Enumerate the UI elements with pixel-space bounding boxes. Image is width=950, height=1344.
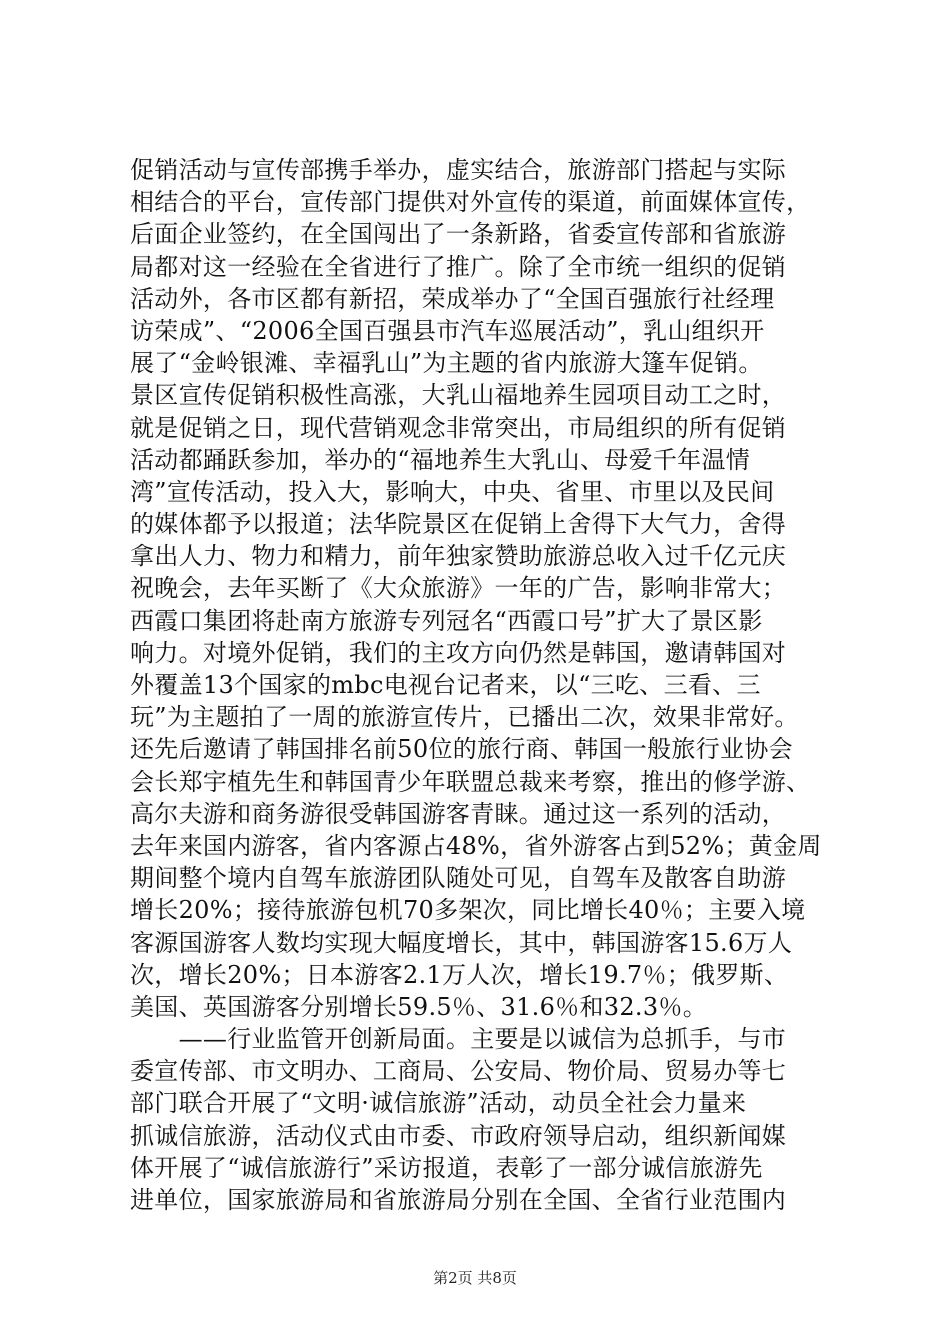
text-line: 的媒体都予以报道；法华院景区在促销上舍得下大气力，舍得 — [130, 510, 787, 539]
text-line: 西霞口集团将赴南方旅游专列冠名“西霞口号”扩大了景区影 — [130, 606, 763, 635]
text-line: 部门联合开展了“文明·诚信旅游”活动，动员全社会力量来 — [130, 1089, 747, 1118]
text-line: 外覆盖13个国家的mbc电视台记者来，以“三吃、三看、三 — [130, 671, 761, 699]
text-line: 委宣传部、市文明办、工商局、公安局、物价局、贸易办等七 — [130, 1057, 787, 1086]
text-line: 景区宣传促销积极性高涨，大乳山福地养生园项目动工之时， — [130, 381, 787, 410]
text-line: 活动外，各市区都有新招，荣成举办了“全国百强旅行社经理 — [130, 284, 775, 313]
text-line: 次，增长20%；日本游客2.1万人次，增长19.7％；俄罗斯、 — [130, 960, 789, 989]
text-line: ——行业监管开创新局面。主要是以诚信为总抓手，与市 — [130, 1025, 787, 1054]
text-line: 期间整个境内自驾车旅游团队随处可见，自驾车及散客自助游 — [130, 864, 787, 893]
text-line: 会长郑宇植先生和韩国青少年联盟总裁来考察，推出的修学游、 — [130, 767, 811, 796]
text-line: 展了“金岭银滩、幸福乳山”为主题的省内旅游大篷车促销。 — [130, 349, 763, 378]
text-line: 增长20%；接待旅游包机70多架次，同比增长40％；主要入境 — [130, 896, 806, 925]
text-line: 活动都踊跃参加，举办的“福地养生大乳山、母爱千年温情 — [130, 445, 751, 474]
page-footer: 第2页 共8页 — [433, 1269, 517, 1287]
text-line: 湾”宣传活动，投入大，影响大，中央、省里、市里以及民间 — [130, 477, 775, 506]
text-line: 美国、英国游客分别增长59.5％、31.6％和32.3％。 — [130, 992, 708, 1021]
text-line: 客源国游客人数均实现大幅度增长，其中，韩国游客15.6万人 — [130, 928, 793, 957]
text-line: 促销活动与宣传部携手举办，虚实结合，旅游部门搭起与实际 — [130, 156, 787, 184]
text-line: 高尔夫游和商务游很受韩国游客青睐。通过这一系列的活动， — [130, 799, 787, 828]
text-line: 体开展了“诚信旅游行”采访报道，表彰了一部分诚信旅游先 — [130, 1153, 763, 1182]
text-line: 拿出人力、物力和精力，前年独家赞助旅游总收入过千亿元庆 — [130, 542, 787, 571]
text-line: 后面企业签约，在全国闯出了一条新路，省委宣传部和省旅游 — [130, 220, 787, 249]
text-line: 相结合的平台，宣传部门提供对外宣传的渠道，前面媒体宣传， — [130, 188, 811, 217]
text-line: 祝晚会，去年买断了《大众旅游》一年的广告，影响非常大； — [130, 574, 787, 603]
text-line: 还先后邀请了韩国排名前50位的旅行商、韩国一般旅行业协会 — [130, 735, 793, 764]
body-text — [130, 154, 830, 1216]
text-line: 抓诚信旅游，活动仪式由市委、市政府领导启动，组织新闻媒 — [130, 1121, 787, 1150]
text-line: 访荣成”、“2006全国百强县市汽车巡展活动”，乳山组织开 — [130, 316, 765, 345]
text-line: 响力。对境外促销，我们的主攻方向仍然是韩国，邀请韩国对 — [130, 638, 787, 667]
text-line: 去年来国内游客，省内客源占48%，省外游客占到52%；黄金周 — [130, 831, 822, 860]
text-line: 玩”为主题拍了一周的旅游宣传片，已播出二次，效果非常好。 — [130, 703, 799, 732]
text-line: 局都对这一经验在全省进行了推广。除了全市统一组织的促销 — [130, 252, 787, 281]
text-line: 就是促销之日，现代营销观念非常突出，市局组织的所有促销 — [130, 413, 787, 442]
text-line: 进单位，国家旅游局和省旅游局分别在全国、全省行业范围内 — [130, 1186, 787, 1214]
